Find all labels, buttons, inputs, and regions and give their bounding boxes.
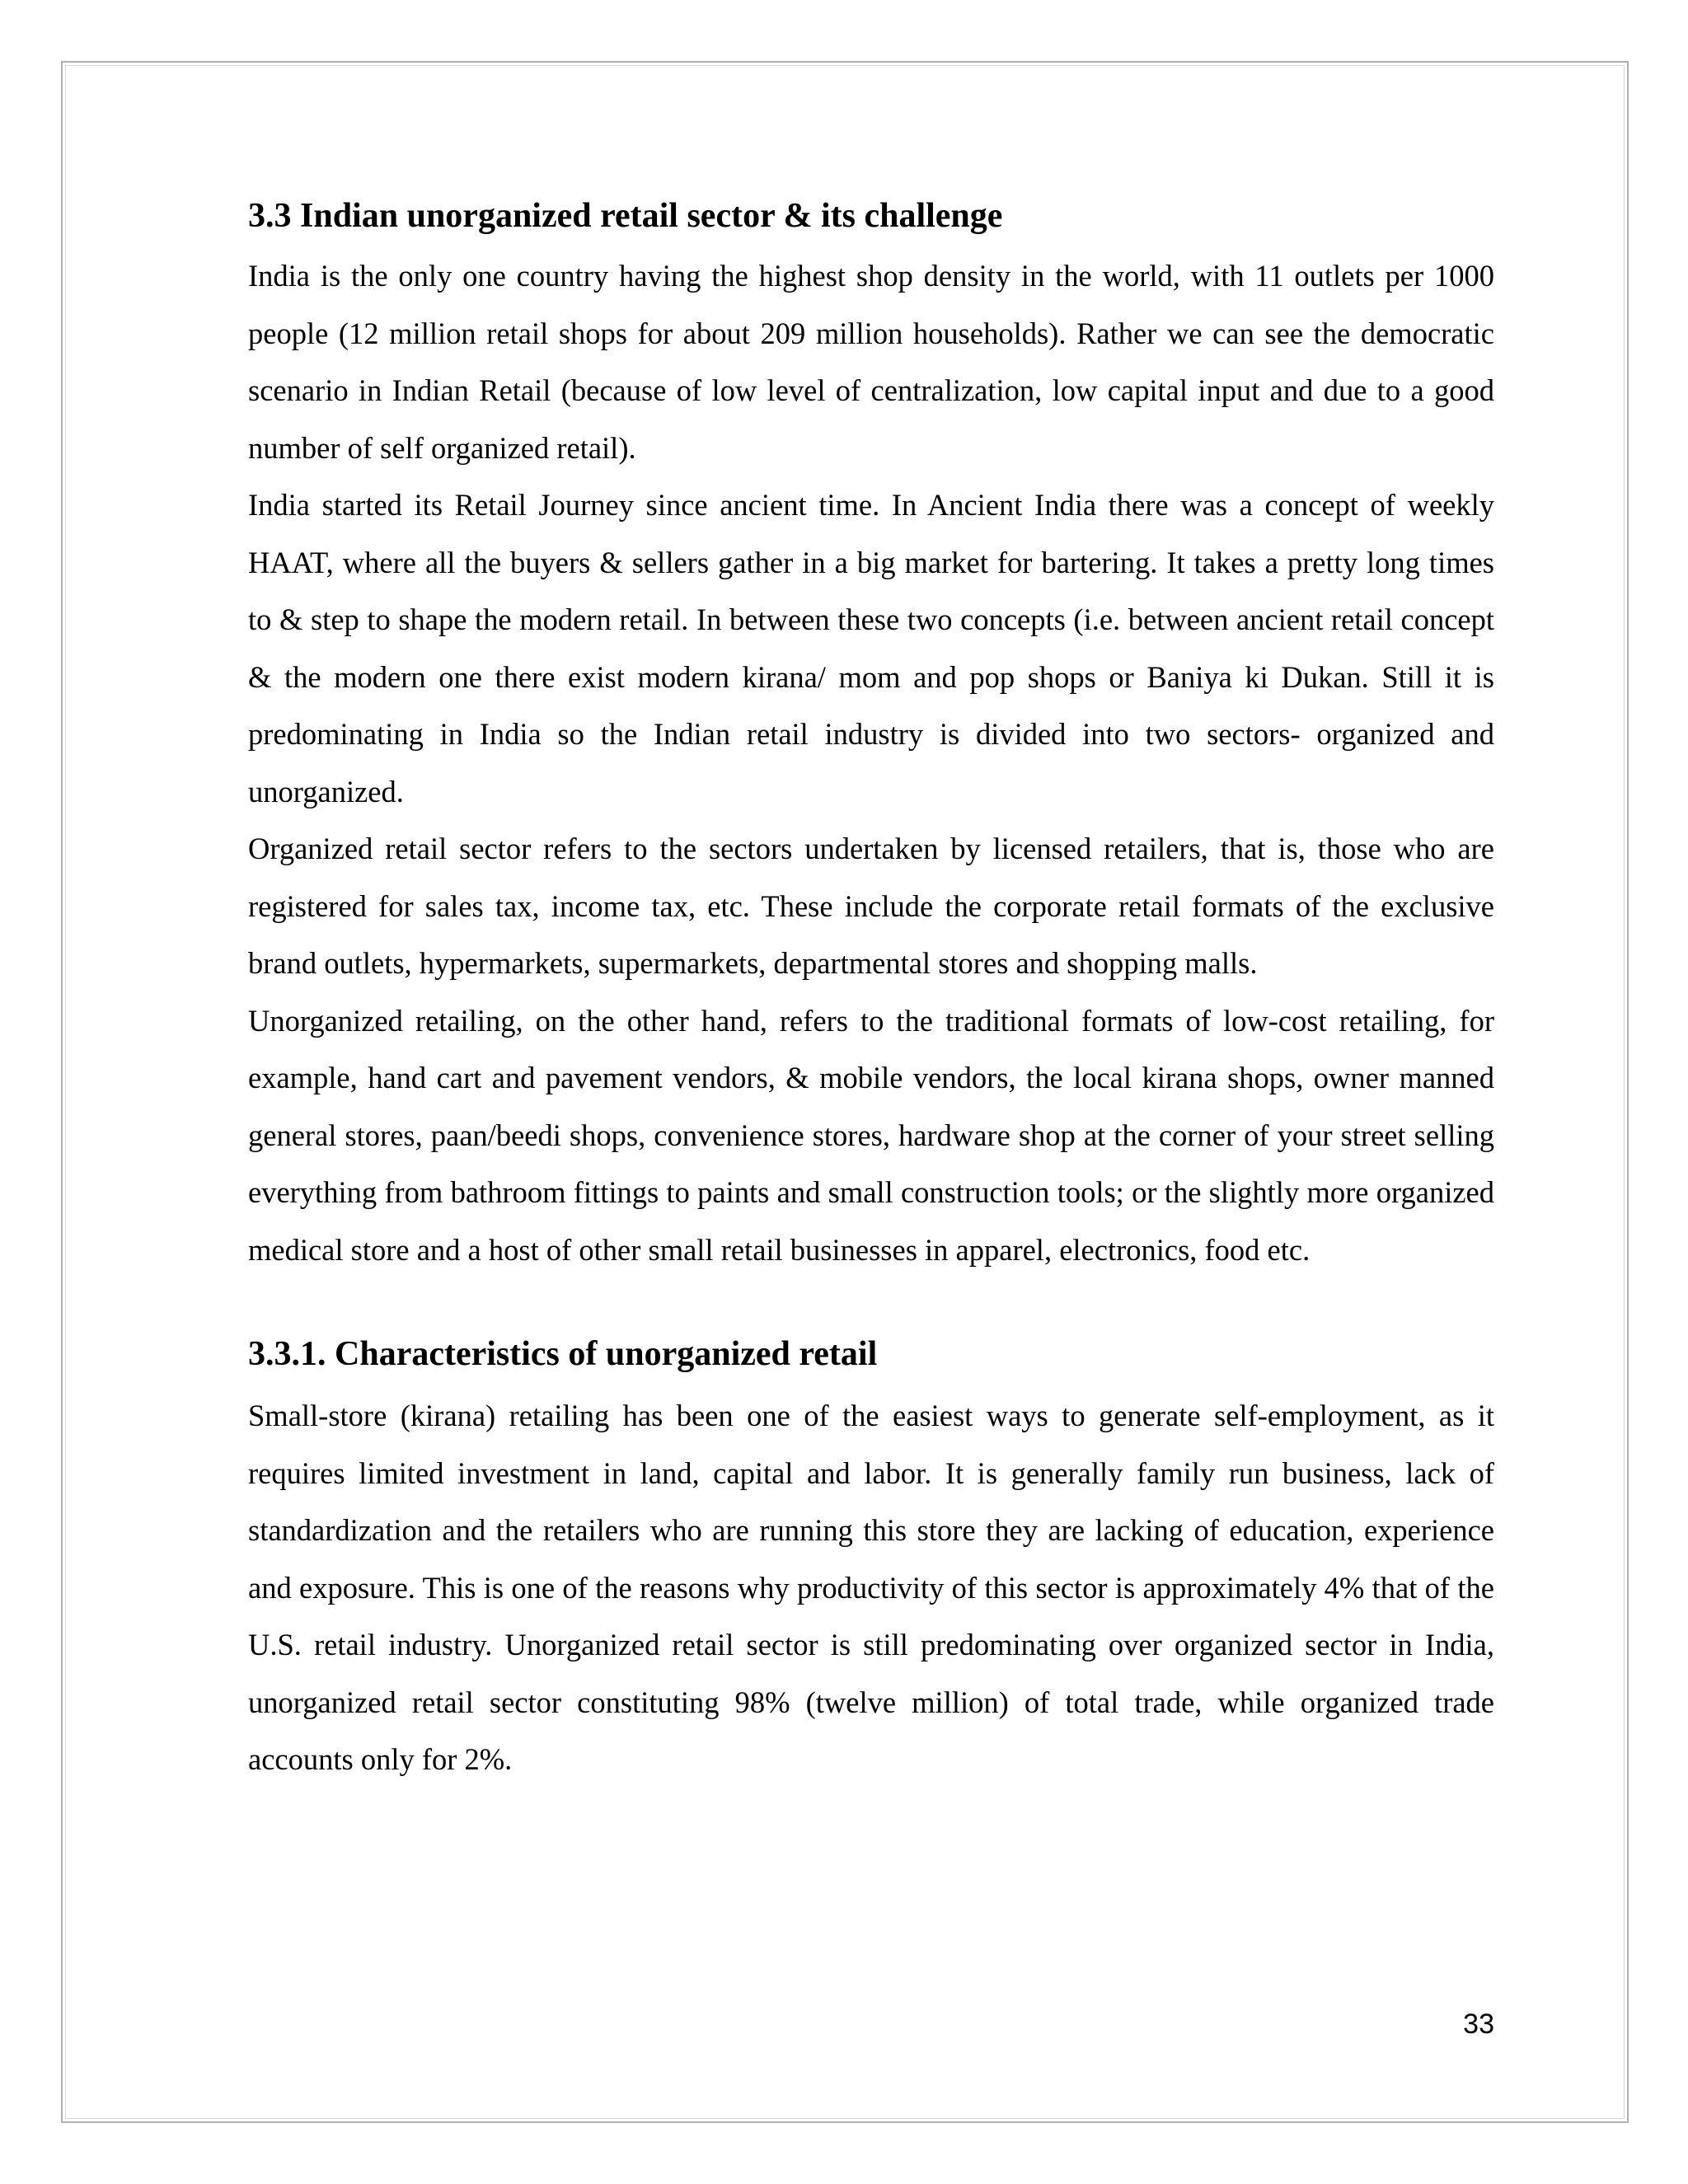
subsection-paragraph-1: Small-store (kirana) retailing has been one of the easiest ways to generate self-employment, as it requires limited investment in land, capital and labor. It is generally family run business, lack of standardization and the retailers who are running this store they are lacking of education, experience and exposure. This is one of the reasons why productivity of this sector is approximately 4% that of the U.S. retail industry. Unorganized retail sector is still predominating over organized sector in India, unorganized retail sector constituting 98% (twelve million) of total trade, while organized trade accounts only for 2%. (248, 1399, 1494, 1776)
subsection-heading: 3.3.1. Characteristics of unorganized retail (248, 1335, 878, 1373)
section-paragraph-3: Organized retail sector refers to the sectors undertaken by licensed retailers, that is, those who are registered for sales tax, income tax, etc. These include the corporate retail formats of the exclusive brand outlets, hypermarkets, supermarkets, departmental stores and shopping malls. (248, 832, 1494, 980)
section-paragraph-2: India started its Retail Journey since ancient time. In Ancient India there was a concept of weekly HAAT, where all the buyers & sellers gather in a big market for bartering. It takes a pretty long times to & step to shape the modern retail. In between these two concepts (i.e. between ancient retail concept & the modern one there exist modern kirana/ mom and pop shops or Baniya ki Dukan. Still it is predominating in India so the Indian retail industry is divided into two sectors- organized and unorganized. (248, 488, 1494, 808)
section-heading: 3.3 Indian unorganized retail sector & its challenge (248, 197, 1003, 235)
section-paragraph-1: India is the only one country having the highest shop density in the world, with 11 outlets per 1000 people (12 million retail shops for about 209 million households). Rather we can see the democratic scenario in Indian Retail (because of low level of centralization, low capital input and due to a good number of self organized retail). (248, 259, 1494, 465)
page-number: 33 (1463, 2008, 1494, 2040)
page-content (248, 194, 1494, 1788)
section-paragraph-4: Unorganized retailing, on the other hand, refers to the traditional formats of low-cost retailing, for example, hand cart and pavement vendors, & mobile vendors, the local kirana shops, owner manned general stores, paan/beedi shops, convenience stores, hardware shop at the corner of your street selling everything from bathroom fittings to paints and small construction tools; or the slightly more organized medical store and a host of other small retail businesses in apparel, electronics, food etc. (248, 1003, 1494, 1267)
